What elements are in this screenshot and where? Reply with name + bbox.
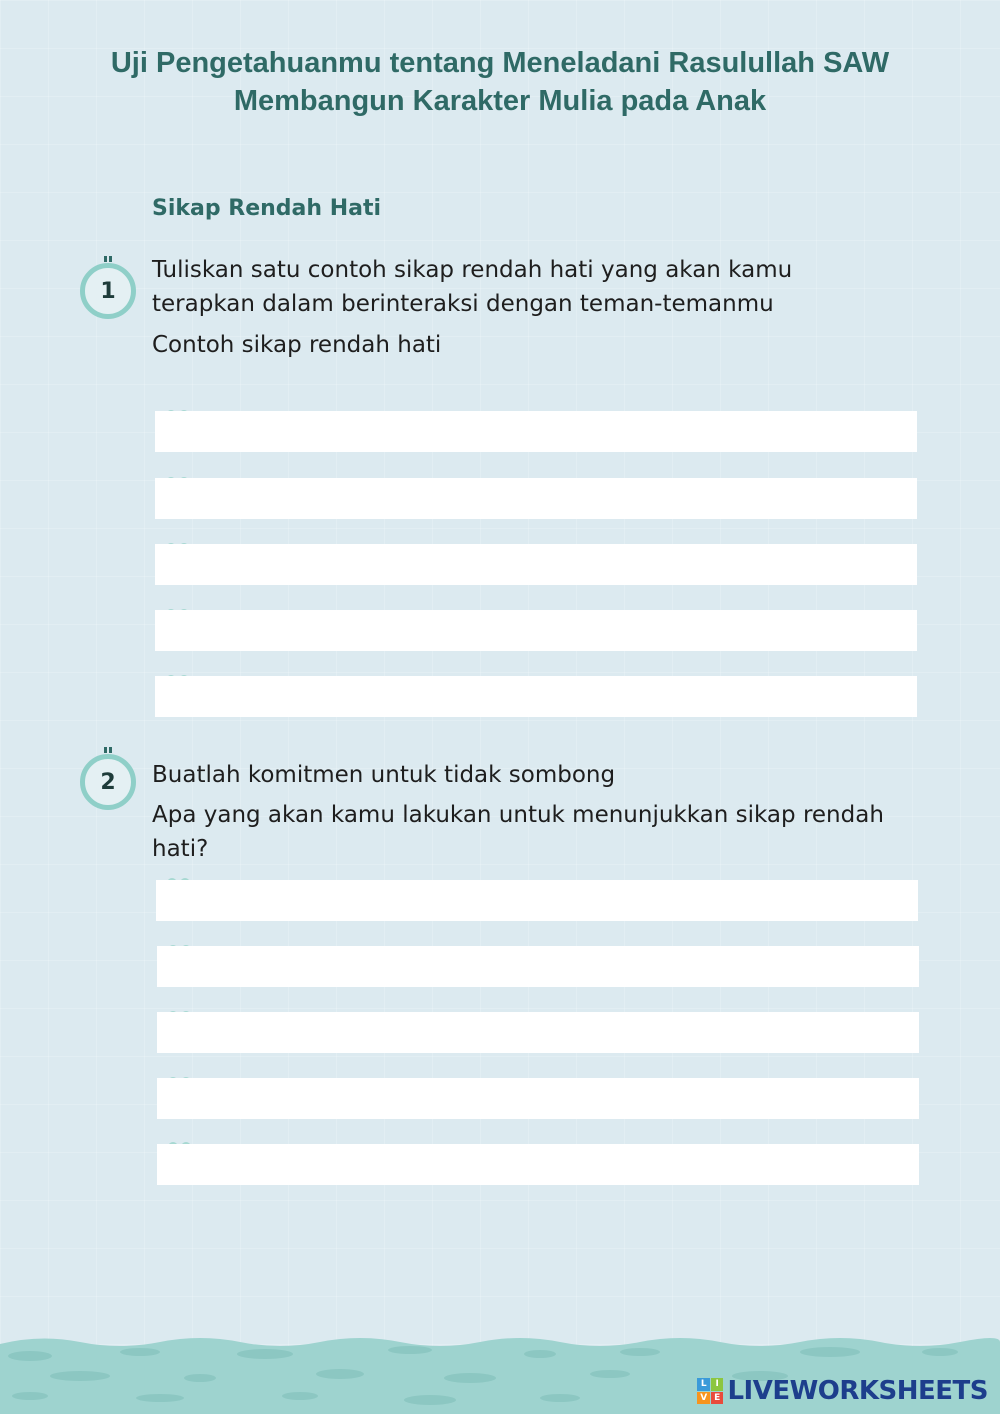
- liveworksheets-logo: [697, 1376, 988, 1406]
- answer-field[interactable]: [155, 610, 917, 651]
- answer-field[interactable]: [155, 676, 917, 717]
- question-subprompt: Contoh sikap rendah hati: [152, 332, 442, 358]
- question-number-badge: [80, 754, 136, 810]
- answer-field[interactable]: [157, 946, 919, 987]
- section-heading: Sikap Rendah Hati: [152, 196, 382, 221]
- question-subprompt: Apa yang akan kamu lakukan untuk menunjukkan sikap rendah hati?: [152, 802, 884, 862]
- page-title: Uji Pengetahuanmu tentang Meneladani Rasulullah SAW Membangun Karakter Mulia pada Anak: [110, 47, 890, 117]
- logo-mark-icon: L I V E: [697, 1378, 723, 1404]
- question-number: 2: [100, 769, 116, 795]
- brand-name: LIVEWORKSHEETS: [727, 1376, 988, 1406]
- answer-field[interactable]: [157, 1078, 919, 1119]
- question-number: 1: [100, 278, 116, 304]
- answer-field[interactable]: [157, 1012, 919, 1053]
- answer-field[interactable]: [155, 411, 917, 452]
- answer-field[interactable]: [155, 544, 917, 585]
- answer-field[interactable]: [155, 478, 917, 519]
- answer-field[interactable]: [156, 880, 918, 921]
- answer-field[interactable]: [157, 1144, 919, 1185]
- question-number-badge: [80, 263, 136, 319]
- question-prompt: Buatlah komitmen untuk tidak sombong: [152, 762, 616, 788]
- question-prompt: Tuliskan satu contoh sikap rendah hati yang akan kamu terapkan dalam berinteraksi dengan teman-temanmu: [152, 257, 793, 317]
